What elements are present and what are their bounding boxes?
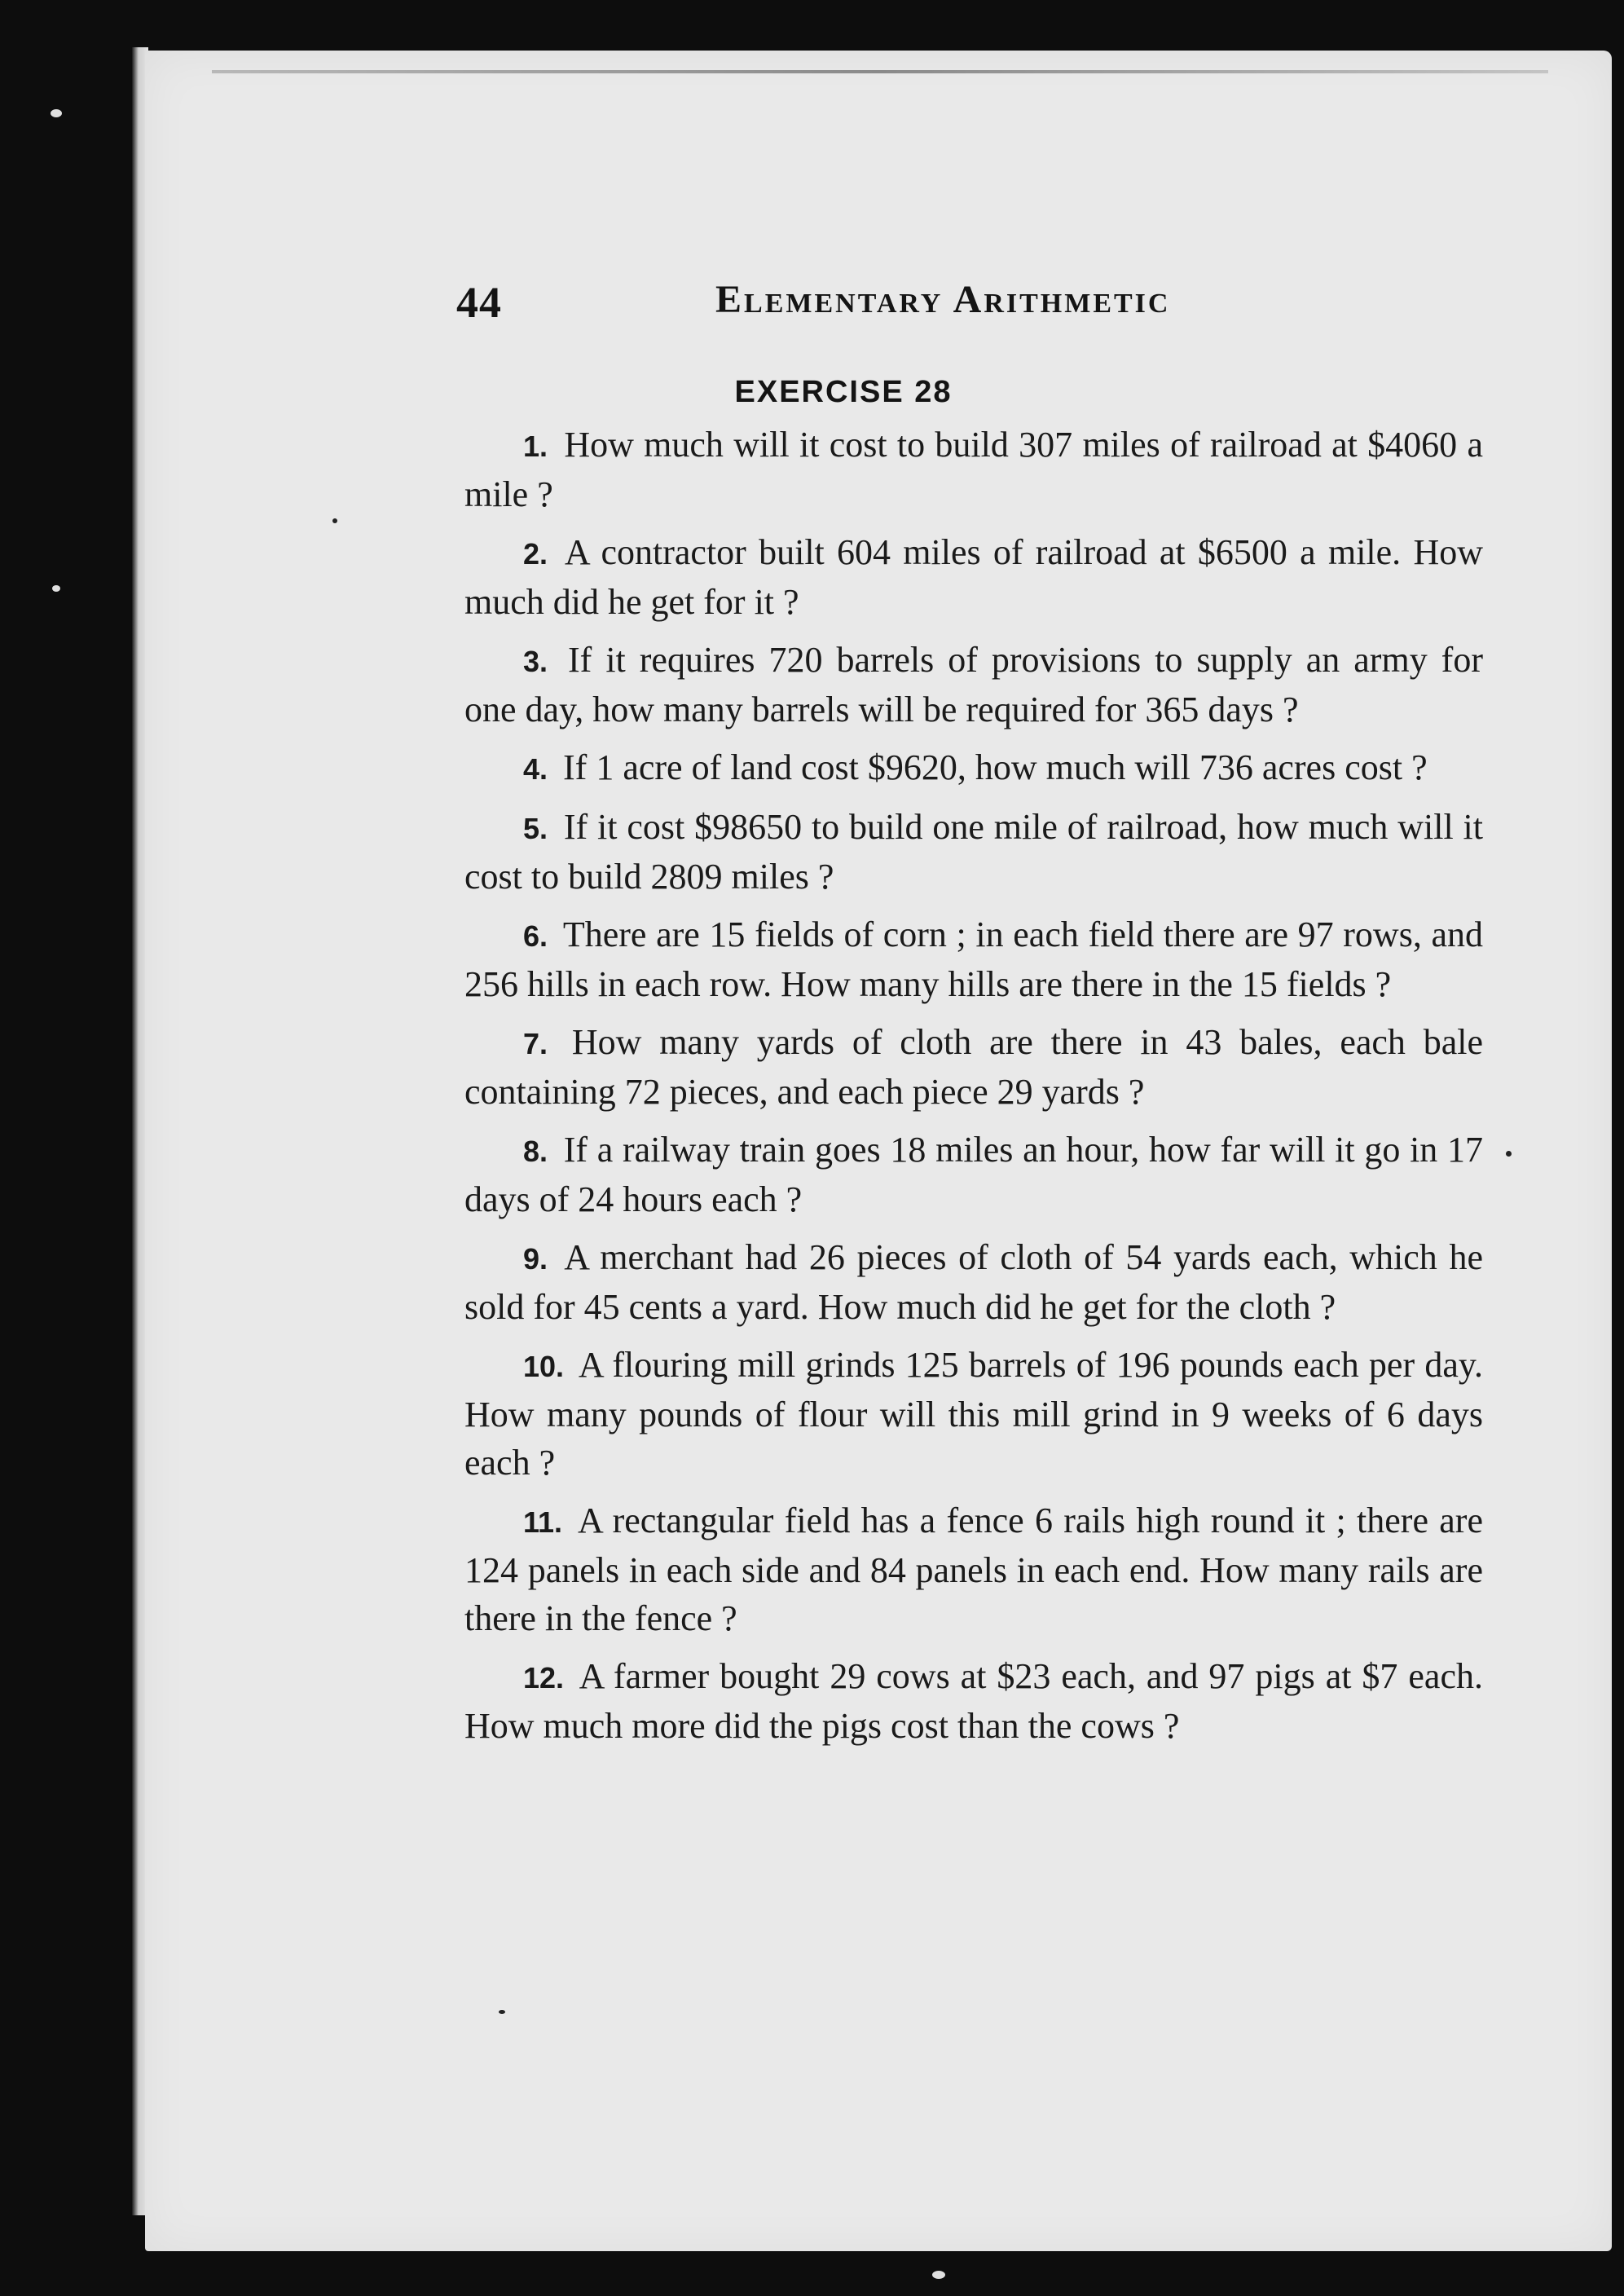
problem-item bbox=[464, 910, 1483, 1008]
problem-text: How many yards of cloth are there in 43 bales, each bale containing 72 pieces, and each piece 29 yards ? bbox=[464, 1022, 1484, 1112]
problem-item bbox=[464, 803, 1483, 901]
dust-speck bbox=[932, 2271, 945, 2279]
problem-text: If it requires 720 barrels of provisions to supply an army for one day, how many barrels will be required for 365 days ? bbox=[464, 640, 1483, 729]
dust-speck bbox=[1506, 1151, 1512, 1157]
problem-item bbox=[464, 1652, 1483, 1750]
problem-number: 10. bbox=[523, 1350, 565, 1383]
problem-item bbox=[464, 421, 1483, 518]
problem-number: 12. bbox=[523, 1661, 565, 1694]
problem-number: 7. bbox=[523, 1027, 548, 1060]
problem-text: There are 15 fields of corn ; in each field there are 97 rows, and 256 hills in each row. How many hills are there in the 15 fields ? bbox=[464, 914, 1483, 1004]
problem-item bbox=[464, 1018, 1483, 1116]
problem-item bbox=[464, 1126, 1483, 1223]
problem-number: 5. bbox=[523, 812, 548, 845]
page-top-edge bbox=[212, 70, 1548, 73]
problem-number: 4. bbox=[523, 752, 548, 786]
problem-number: 2. bbox=[523, 537, 548, 571]
dust-speck bbox=[332, 518, 337, 523]
problem-item bbox=[464, 743, 1483, 793]
problem-text: A merchant had 26 pieces of cloth of 54 yards each, which he sold for 45 cents a yard. How much did he get for the cloth ? bbox=[464, 1237, 1483, 1327]
dust-speck bbox=[499, 2010, 505, 2014]
problem-number: 8. bbox=[523, 1135, 548, 1168]
problem-number: 1. bbox=[523, 430, 548, 463]
running-title: Elementary Arithmetic bbox=[715, 278, 1171, 321]
problem-text: A flouring mill grinds 125 barrels of 196 pounds each per day. How many pounds of flour will this mill grind in 9 weeks of 6 days each ? bbox=[464, 1345, 1483, 1483]
problem-text: How much will it cost to build 307 miles of railroad at $4060 a mile ? bbox=[464, 425, 1484, 514]
problem-number: 11. bbox=[523, 1505, 563, 1539]
problem-item bbox=[464, 636, 1483, 734]
problem-text: A rectangular field has a fence 6 rails high round it ; there are 124 panels in each side and 84 panels in each end. How many rails are there in the fence ? bbox=[464, 1501, 1483, 1638]
problem-text: A farmer bought 29 cows at $23 each, and 97 pigs at $7 each. How much more did the pigs cost than the cows ? bbox=[464, 1656, 1483, 1746]
problem-item bbox=[464, 528, 1483, 626]
problem-item bbox=[464, 1496, 1483, 1642]
problem-text: A contractor built 604 miles of railroad at $6500 a mile. How much did he get for it ? bbox=[464, 532, 1483, 622]
dust-speck bbox=[52, 585, 60, 592]
problem-item bbox=[464, 1341, 1483, 1487]
exercise-title: EXERCISE 28 bbox=[734, 375, 953, 409]
problem-number: 6. bbox=[523, 919, 548, 953]
problem-text: If 1 acre of land cost $9620, how much will 736 acres cost ? bbox=[563, 747, 1428, 787]
problem-item bbox=[464, 1233, 1483, 1331]
page-number: 44 bbox=[456, 278, 502, 327]
dust-speck bbox=[51, 109, 62, 117]
problem-number: 9. bbox=[523, 1242, 548, 1276]
problem-list bbox=[464, 421, 1483, 1760]
problem-text: If it cost $98650 to build one mile of railroad, how much will it cost to build 2809 miles ? bbox=[464, 807, 1483, 897]
problem-number: 3. bbox=[523, 645, 548, 678]
problem-text: If a railway train goes 18 miles an hour, how far will it go in 17 days of 24 hours each ? bbox=[464, 1130, 1484, 1219]
